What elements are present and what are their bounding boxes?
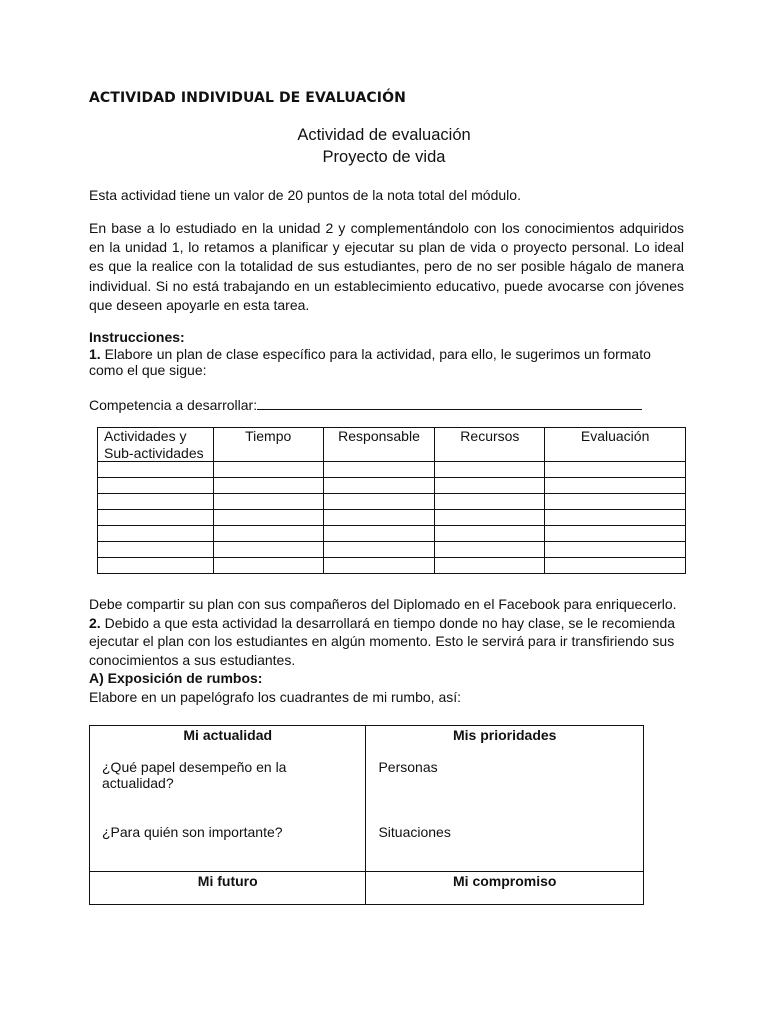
plan-table-cell [435,542,545,558]
instruction-step-1 [89,346,684,379]
plan-table-cell [213,510,323,526]
plan-table-row [98,478,686,494]
section-a-text: Elabore en un papelógrafo los cuadrantes de mi rumbo, así: [89,688,462,705]
competencia-label: Competencia a desarrollar: [89,397,258,413]
plan-table-cell [323,510,435,526]
question-importante: ¿Para quién son importante? [102,824,283,840]
quadrant-mis-prioridades [366,726,644,872]
quadrant-title-futuro: Mi futuro [90,872,366,905]
plan-table-row [98,462,686,478]
plan-table-cell [545,526,686,542]
plan-table-cell [545,510,686,526]
instructions-label: Instrucciones: [89,329,185,345]
plan-table-row [98,494,686,510]
item-situaciones: Situaciones [378,824,451,840]
plan-table-cell [213,558,323,574]
intro-paragraph: En base a lo estudiado en la unidad 2 y complementándolo con los conocimientos adquiridos en la unidad 1, lo retamos a planificar y ejecutar su plan de vida o proyecto personal. Lo ideal es que la realice con la totalidad de sus estudiantes, pero de no ser posible hágalo de manera individual. Si no está trabajando en un establecimiento educativo, puede avocarse con jóvenes que deseen apoyarle en esta tarea. [89,220,684,313]
plan-table-body [98,462,686,574]
plan-table-cell [213,462,323,478]
plan-table-cell [545,462,686,478]
step-2-number: 2. [89,614,101,631]
quadrant-mi-actualidad [90,726,366,872]
rumbo-quadrants-table [89,725,644,905]
plan-table-cell [213,542,323,558]
plan-table-header-row [98,428,686,462]
plan-header-activities: Actividades y Sub-actividades [98,428,214,462]
share-paragraph: Debe compartir su plan con sus compañeros del Diplomado en el Facebook para enriquecerlo. [89,596,677,612]
plan-table-cell [98,526,214,542]
plan-table [97,427,686,574]
plan-header-evaluation: Evaluación [545,428,686,462]
plan-table-cell [323,478,435,494]
plan-table-cell [435,494,545,510]
plan-header-time: Tiempo [213,428,323,462]
plan-table-row [98,542,686,558]
step-1-text: Elabore un plan de clase específico para la actividad, para ello, le sugerimos un formato como el que sigue: [89,345,651,378]
title-line-1: Actividad de evaluación [297,126,471,144]
item-personas: Personas [378,759,438,775]
plan-table-cell [98,558,214,574]
plan-table-cell [213,494,323,510]
plan-header-resources: Recursos [435,428,545,462]
plan-header-responsible: Responsable [323,428,435,462]
plan-table-cell [213,526,323,542]
plan-table-cell [545,542,686,558]
quadrant-title-prioridades: Mis prioridades [453,727,557,743]
plan-table-cell [323,494,435,510]
plan-table-row [98,510,686,526]
plan-table-cell [98,510,214,526]
plan-table-cell [98,494,214,510]
plan-table-cell [98,462,214,478]
value-paragraph: Esta actividad tiene un valor de 20 puntos de la nota total del módulo. [89,187,521,203]
plan-table-row [98,526,686,542]
competencia-blank [257,395,642,410]
plan-table-cell [323,542,435,558]
step-2-paragraph [89,614,684,670]
instructions-block [89,329,684,379]
competencia-line [89,395,684,415]
plan-table-cell [435,478,545,494]
plan-table-cell [435,510,545,526]
plan-table-cell [545,558,686,574]
plan-table-cell [435,558,545,574]
plan-table-cell [545,494,686,510]
plan-table-cell [435,526,545,542]
plan-table-cell [213,478,323,494]
document-heading: ACTIVIDAD INDIVIDUAL DE EVALUACIÓN [89,90,406,106]
plan-table-cell [323,462,435,478]
plan-table-cell [323,558,435,574]
section-a-heading: A) Exposición de rumbos: [89,670,263,686]
plan-table-cell [98,542,214,558]
plan-table-cell [545,478,686,494]
step-1-number: 1. [89,345,101,362]
plan-table-row [98,558,686,574]
plan-table-cell [435,462,545,478]
plan-table-cell [98,478,214,494]
quadrant-title-actualidad: Mi actualidad [183,727,273,743]
after-table-block [89,595,684,706]
quadrant-title-compromiso: Mi compromiso [366,872,644,905]
step-2-text: Debido a que esta actividad la desarrollará en tiempo donde no hay clase, se le recomienda ejecutar el plan con los estudiantes en algún momento. Esto le servirá para ir transfiriendo sus conocimientos a sus estudiantes. [89,614,676,668]
plan-table-cell [323,526,435,542]
question-papel: ¿Qué papel desempeño en la actualidad? [102,759,287,791]
title-line-2: Proyecto de vida [322,148,446,166]
